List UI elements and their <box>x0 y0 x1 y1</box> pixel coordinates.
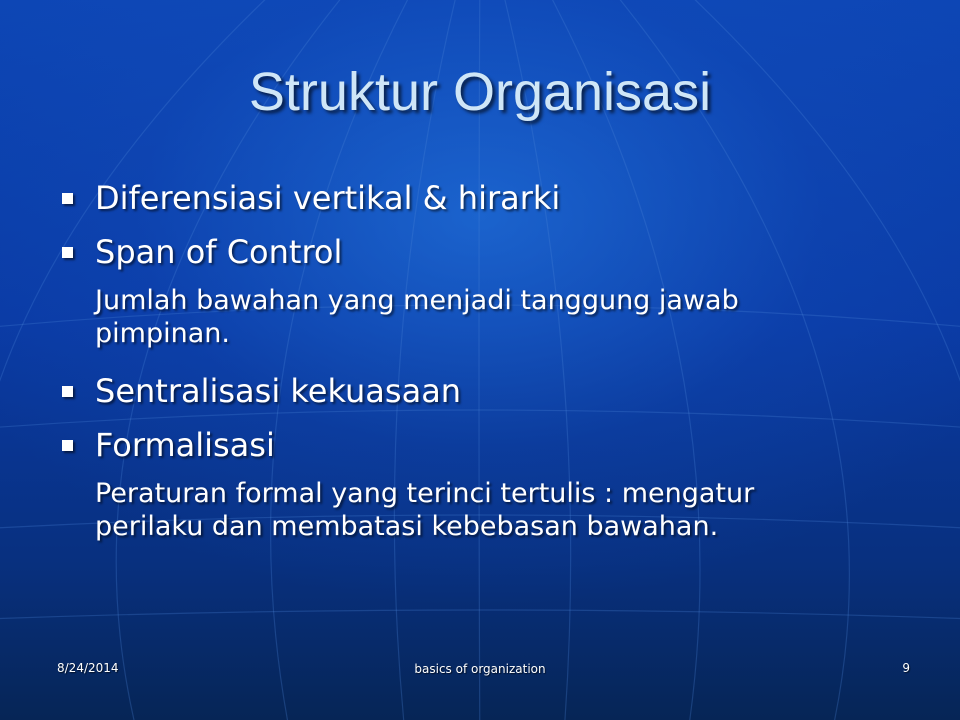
footer-title: basics of organization <box>414 662 546 676</box>
description-line: Jumlah bawahan yang menjadi tanggung jawab <box>95 285 739 316</box>
bullet-text: Formalisasi <box>95 426 275 464</box>
bullet-text: Span of Control <box>95 233 343 271</box>
square-bullet-icon <box>62 386 73 397</box>
square-bullet-icon <box>62 193 73 204</box>
footer-date: 8/24/2014 <box>57 661 119 675</box>
description-line: pimpinan. <box>95 318 230 349</box>
description-line: perilaku dan membatasi kebebasan bawahan. <box>95 511 719 542</box>
square-bullet-icon <box>62 440 73 451</box>
square-bullet-icon <box>62 247 73 258</box>
page-number: 9 <box>902 661 910 675</box>
slide-title: Struktur Organisasi <box>248 62 712 122</box>
description-line: Peraturan formal yang terinci tertulis : mengatur <box>95 478 755 509</box>
span-of-control-description <box>95 284 915 350</box>
formalisasi-description <box>95 477 915 543</box>
bullet-text: Diferensiasi vertikal & hirarki <box>95 179 561 217</box>
bullet-text: Sentralisasi kekuasaan <box>95 372 462 410</box>
